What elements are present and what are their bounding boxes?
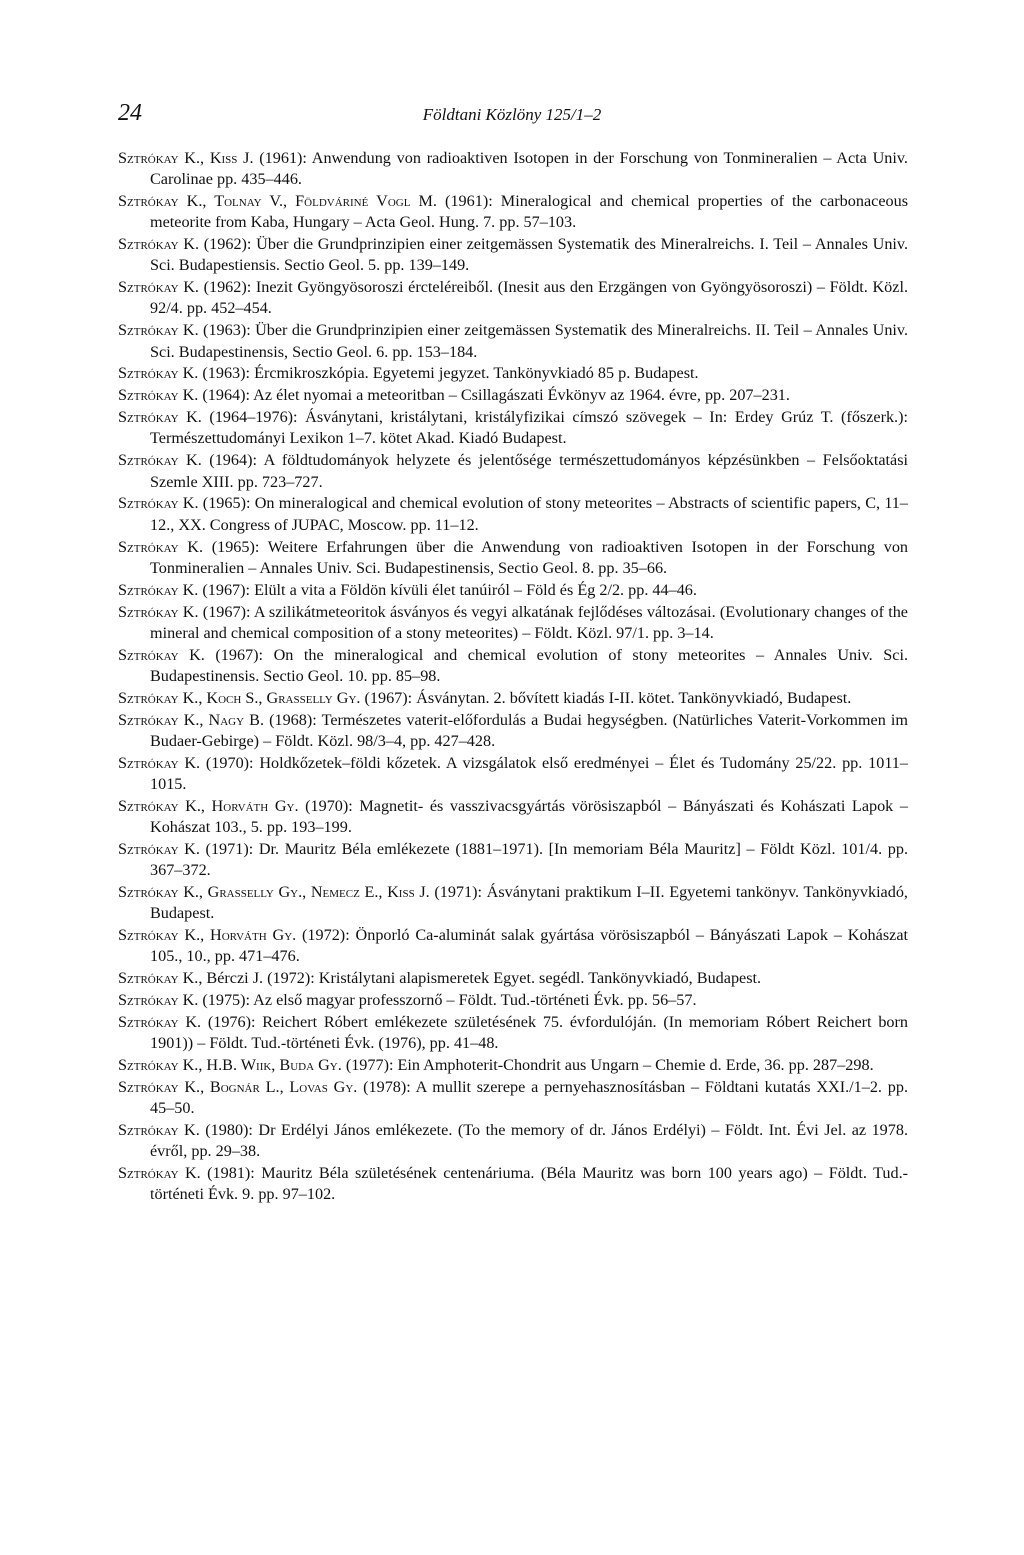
- reference-text: (1964): Az élet nyomai a meteoritban – Csillagászati Évkönyv az 1964. évre, pp. 207–231.: [198, 386, 790, 405]
- reference-authors: Sztrókay K., H.B. Wiik, Buda Gy.: [118, 1056, 342, 1075]
- reference-entry: [118, 1077, 908, 1119]
- reference-text: (1961): Anwendung von radioaktiven Isotopen in der Forschung von Tonmineralien – Acta Univ. Carolinae pp. 435–446.: [150, 149, 908, 189]
- reference-entry: [118, 537, 908, 579]
- reference-entry: [118, 839, 908, 881]
- reference-entry: [118, 1012, 908, 1054]
- reference-authors: Sztrókay K.: [118, 537, 203, 556]
- reference-entry: [118, 925, 908, 967]
- reference-text: (1971): Dr. Mauritz Béla emlékezete (1881–1971). [In memoriam Béla Mauritz] – Földt Közl. 101/4. pp. 367–372.: [150, 839, 908, 880]
- reference-entry: [118, 602, 908, 644]
- reference-text: (1965): On mineralogical and chemical evolution of stony meteorites – Abstracts of scientific papers, C, 11–12., XX. Congress of JUPAC, Moscow. pp. 11–12.: [150, 494, 908, 534]
- reference-authors: Sztrókay K.: [118, 278, 199, 297]
- reference-authors: Sztrókay K.,: [118, 969, 203, 988]
- reference-text: (1972): Önporló Ca-aluminát salak gyártása vörösiszapból – Bányászati Lapok – Kohászat 105., 10., pp. 471–476.: [150, 926, 908, 966]
- reference-text: (1970): Holdkőzetek–földi kőzetek. A vizsgálatok első eredményei – Élet és Tudomány 25/22. pp. 1011–1015.: [150, 753, 908, 793]
- reference-authors: Sztrókay K.: [118, 839, 200, 858]
- reference-authors: Sztrókay K., Tolnay V., Földváriné Vogl M.: [118, 192, 437, 211]
- journal-title: Földtani Közlöny 125/1–2: [422, 105, 602, 124]
- reference-entry: [118, 753, 908, 795]
- reference-authors: Sztrókay K.: [118, 1012, 202, 1031]
- reference-text: (1978): A mullit szerepe a pernyehasznosításban – Földtani kutatás XXI./1–2. pp. 45–50.: [150, 1077, 908, 1118]
- reference-authors: Sztrókay K.: [118, 602, 199, 621]
- reference-entry: [118, 450, 908, 492]
- reference-text: (1967): Ásványtan. 2. bővített kiadás I-II. kötet. Tankönyvkiadó, Budapest.: [360, 688, 852, 707]
- reference-text: (1970): Magnetit- és vasszivacsgyártás vörösiszapból – Bányászati és Kohászati Lapok – Kohászat 103., 5. pp. 193–199.: [150, 796, 908, 836]
- reference-authors: Sztrókay K., Horváth Gy.: [118, 926, 297, 945]
- reference-authors: Sztrókay K., Grasselly Gy., Nemecz E., Kiss J.: [118, 882, 430, 901]
- reference-entry: [118, 234, 908, 276]
- reference-text: Bérczi J. (1972): Kristálytani alapismeretek Egyet. segédl. Tankönyvkiadó, Budapest.: [202, 969, 762, 988]
- reference-text: (1961): Mineralogical and chemical properties of the carbonaceous meteorite from Kaba, Hungary – Acta Geol. Hung. 7. pp. 57–103.: [150, 192, 908, 232]
- reference-authors: Sztrókay K.: [118, 386, 199, 405]
- reference-entry: [118, 580, 908, 601]
- reference-entry: [118, 385, 908, 406]
- reference-entry: [118, 882, 908, 924]
- reference-text: (1967): A szilikátmeteoritok ásványos és vegyi alkatának fejlődéses változásai. (Evolutionary changes of the mineral and chemical composition of a stony meteorites) – Földt. Közl. 97/1. pp. 3–14.: [150, 602, 908, 642]
- reference-text: (1962): Inezit Gyöngyösoroszi ércteléreiből. (Inesit aus den Erzgängen von Gyöngyösoroszi) – Földt. Közl. 92/4. pp. 452–454.: [150, 278, 909, 318]
- reference-entry: [118, 320, 908, 362]
- reference-text: (1964–1976): Ásványtani, kristálytani, kristályfizikai címszó szövegek – In: Erdey Grúz T. (főszerk.): Természettudományi Lexikon 1–7. kötet Akad. Kiadó Budapest.: [150, 408, 908, 448]
- reference-entry: [118, 990, 908, 1011]
- reference-text: (1964): A földtudományok helyzete és jelentősége természettudományos képzésünkben – Felsőoktatási Szemle XIII. pp. 723–727.: [150, 451, 908, 491]
- reference-authors: Sztrókay K.: [118, 753, 201, 772]
- reference-entry: [118, 645, 908, 687]
- reference-text: (1963): Über die Grundprinzipien einer zeitgemässen Systematik des Mineralreichs. II. Teil – Annales Univ. Sci. Budapestinensis, Sectio Geol. 6. pp. 153–184.: [150, 321, 908, 361]
- reference-text: (1968): Természetes vaterit-előfordulás a Budai hegységben. (Natürliches Vaterit-Vorkommen im Budaer-Gebirge) – Földt. Közl. 98/3–4, pp. 427–428.: [150, 710, 908, 750]
- reference-text: (1971): Ásványtani praktikum I–II. Egyetemi tankönyv. Tankönyvkiadó, Budapest.: [150, 882, 908, 923]
- reference-text: (1980): Dr Erdélyi János emlékezete. (To the memory of dr. János Erdélyi) – Földt. Int. Évi Jel. az 1978. évről, pp. 29–38.: [150, 1121, 909, 1161]
- reference-text: (1967): On the mineralogical and chemical evolution of stony meteorites – Annales Univ. Sci. Budapestinensis. Sectio Geol. 10. pp. 85–98.: [150, 645, 909, 685]
- reference-authors: Sztrókay K.: [118, 451, 202, 470]
- reference-entry: [118, 363, 908, 384]
- reference-authors: Sztrókay K.: [118, 991, 199, 1010]
- reference-authors: Sztrókay K.: [118, 321, 199, 340]
- reference-entry: [118, 968, 908, 989]
- reference-list: [118, 148, 908, 1206]
- reference-text: (1975): Az első magyar professzornő – Földt. Tud.-történeti Évk. pp. 56–57.: [198, 991, 697, 1010]
- reference-entry: [118, 407, 908, 449]
- page-number: 24: [118, 100, 142, 126]
- reference-entry: [118, 710, 908, 752]
- reference-authors: Sztrókay K.: [118, 1121, 200, 1140]
- reference-entry: [118, 277, 908, 319]
- reference-text: (1965): Weitere Erfahrungen über die Anwendung von radioaktiven Isotopen in der Forschung von Tonmineralien – Annales Univ. Sci. Budapestinensis, Sectio Geol. 8. pp. 35–66.: [150, 537, 909, 577]
- reference-authors: Sztrókay K.: [118, 1164, 201, 1183]
- reference-entry: [118, 1055, 908, 1076]
- reference-authors: Sztrókay K., Horváth Gy.: [118, 796, 299, 815]
- reference-authors: Sztrókay K.: [118, 235, 200, 254]
- reference-authors: Sztrókay K.: [118, 364, 199, 383]
- reference-authors: Sztrókay K., Nagy B.: [118, 710, 264, 729]
- reference-text: (1962): Über die Grundprinzipien einer zeitgemässen Systematik des Mineralreichs. I. Teil – Annales Univ. Sci. Budapestiensis. Sectio Geol. 5. pp. 139–149.: [150, 235, 908, 275]
- reference-authors: Sztrókay K., Koch S., Grasselly Gy.: [118, 688, 361, 707]
- reference-text: (1963): Ércmikroszkópia. Egyetemi jegyzet. Tankönyvkiadó 85 p. Budapest.: [198, 364, 699, 383]
- reference-entry: [118, 191, 908, 233]
- reference-authors: Sztrókay K.: [118, 494, 199, 513]
- reference-authors: Sztrókay K.: [118, 645, 205, 664]
- reference-authors: Sztrókay K.: [118, 580, 199, 599]
- reference-text: (1977): Ein Amphoterit-Chondrit aus Ungarn – Chemie d. Erde, 36. pp. 287–298.: [341, 1056, 874, 1075]
- reference-text: (1976): Reichert Róbert emlékezete születésének 75. évfordulóján. (In memoriam Róbert Reichert born 1901)) – Földt. Tud.-történeti Évk. (1976), pp. 41–48.: [150, 1012, 908, 1053]
- reference-entry: [118, 148, 908, 190]
- reference-authors: Sztrókay K., Kiss J.: [118, 149, 254, 167]
- reference-entry: [118, 688, 908, 709]
- reference-entry: [118, 1120, 908, 1162]
- reference-entry: [118, 493, 908, 535]
- reference-authors: Sztrókay K., Bognár L., Lovas Gy.: [118, 1077, 358, 1096]
- reference-authors: Sztrókay K.: [118, 408, 202, 427]
- reference-text: (1967): Elült a vita a Földön kívüli élet tanúiról – Föld és Ég 2/2. pp. 44–46.: [198, 580, 697, 599]
- reference-entry: [118, 1163, 908, 1205]
- reference-text: (1981): Mauritz Béla születésének centenáriuma. (Béla Mauritz was born 100 years ago) – Földt. Tud.-történeti Évk. 9. pp. 97–102.: [150, 1164, 909, 1204]
- page-header: [118, 100, 906, 130]
- reference-entry: [118, 796, 908, 838]
